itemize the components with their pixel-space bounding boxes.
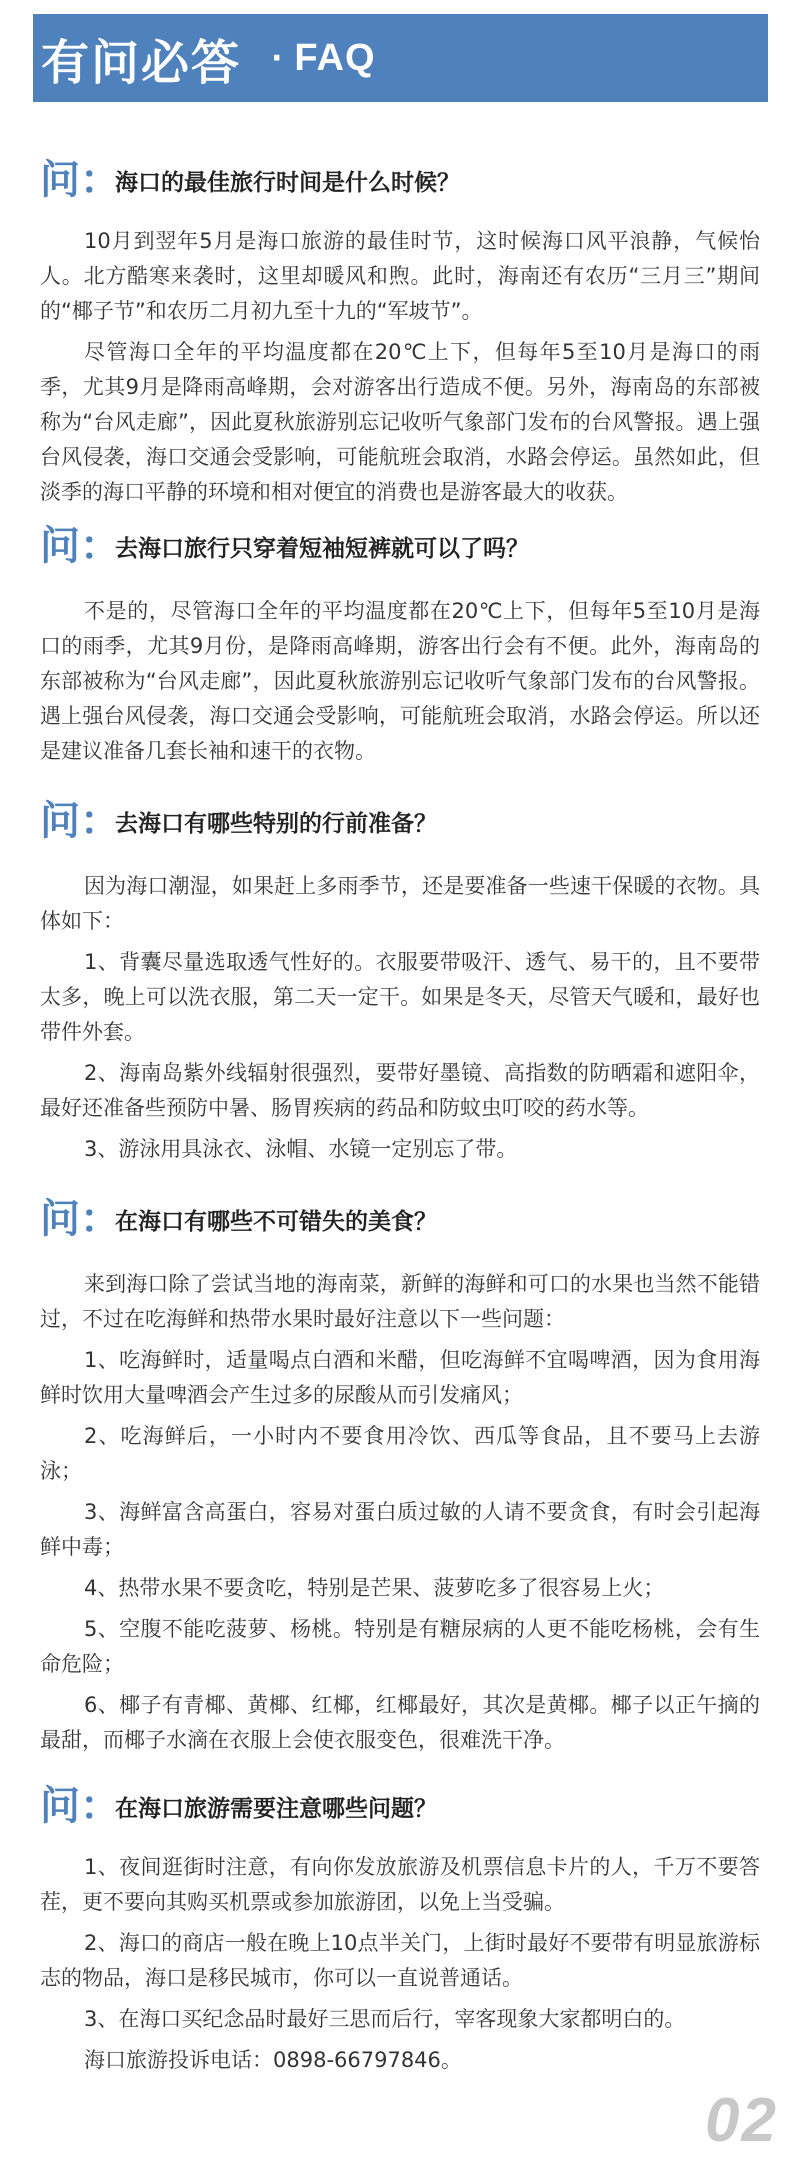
faq-question-row <box>40 1776 760 1836</box>
faq-item <box>40 791 760 1167</box>
question-mark-label: 问： <box>40 1783 120 1829</box>
faq-item <box>40 150 760 510</box>
question-mark-label: 问： <box>40 1196 120 1242</box>
faq-answer-paragraph: 尽管海口全年的平均温度都在20℃上下，但每年5至10月是海口的雨季，尤其9月是降雨高峰期，会对游客出行造成不便。另外，海南岛的东部被称为“台风走廊”，因此夏秋旅游别忘记收听气象部门发布的台风警报。遇上强台风侵袭，海口交通会受影响，可能航班会取消，水路会停运。虽然如此，但淡季的海口平静的环境和相对便宜的消费也是游客最大的收获。 <box>40 340 760 504</box>
faq-question-row <box>40 1189 760 1249</box>
faq-answer-paragraph: 1、夜间逛街时注意，有向你发放旅游及机票信息卡片的人，千万不要答茬，更不要向其购买机票或参加旅游团，以免上当受骗。 <box>40 1855 760 1914</box>
faq-answer-paragraph: 5、空腹不能吃菠萝、杨桃。特别是有糖尿病的人更不能吃杨桃，会有生命危险； <box>40 1617 760 1676</box>
faq-question: 海口的最佳旅行时间是什么时候？ <box>115 169 460 196</box>
faq-answer-paragraph: 2、海口的商店一般在晚上10点半关门，上街时最好不要带有明显旅游标志的物品，海口是移民城市，你可以一直说普通话。 <box>40 1931 760 1990</box>
faq-answer-paragraph: 1、背囊尽量选取透气性好的。衣服要带吸汗、透气、易干的，且不要带太多，晚上可以洗衣服，第二天一定干。如果是冬天，尽管天气暖和，最好也带件外套。 <box>40 950 760 1044</box>
header-title-cn: 有问必答 <box>41 34 242 91</box>
faq-answer-paragraph: 10月到翌年5月是海口旅游的最佳时节，这时候海口风平浪静，气候怡人。北方酷寒来袭时，这里却暖风和煦。此时，海南还有农历“三月三”期间的“椰子节”和农历二月初九至十九的“军坡节”。 <box>40 229 760 323</box>
faq-question: 去海口有哪些特别的行前准备？ <box>115 810 437 837</box>
faq-answer-paragraph: 来到海口除了尝试当地的海南菜，新鲜的海鲜和可口的水果也当然不能错过，不过在吃海鲜和热带水果时最好注意以下一些问题： <box>40 1272 760 1331</box>
faq-answer-paragraph: 3、海鲜富含高蛋白，容易对蛋白质过敏的人请不要贪食，有时会引起海鲜中毒； <box>40 1500 760 1559</box>
faq-answer-paragraph: 不是的，尽管海口全年的平均温度都在20℃上下，但每年5至10月是海口的雨季，尤其9月份，是降雨高峰期，游客出行会有不便。此外，海南岛的东部被称为“台风走廊”，因此夏秋旅游别忘记收听气象部门发布的台风警报。遇上强台风侵袭，海口交通会受影响，可能航班会取消，水路会停运。所以还是建议准备几套长袖和速干的衣物。 <box>40 599 760 763</box>
faq-question-row <box>40 516 760 576</box>
question-mark-label: 问： <box>40 157 120 203</box>
faq-item <box>40 1189 760 1758</box>
complaint-hotline: 海口旅游投诉电话：0898-66797846。 <box>84 2048 462 2072</box>
faq-answer-paragraph: 2、海南岛紫外线辐射很强烈，要带好墨镜、高指数的防晒霜和遮阳伞，最好还准备些预防中暑、肠胃疾病的药品和防蚊虫叮咬的药水等。 <box>40 1061 760 1120</box>
page-number: 02 <box>705 2086 778 2155</box>
faq-item <box>40 516 760 769</box>
faq-answer-paragraph: 6、椰子有青椰、黄椰、红椰，红椰最好，其次是黄椰。椰子以正午摘的最甜，而椰子水滴在衣服上会使衣服变色，很难洗干净。 <box>40 1693 760 1752</box>
faq-question: 去海口旅行只穿着短袖短裤就可以了吗？ <box>115 535 529 562</box>
question-mark-label: 问： <box>40 523 120 569</box>
faq-item <box>40 1776 760 2078</box>
question-mark-label: 问： <box>40 798 120 844</box>
faq-answer-paragraph: 3、游泳用具泳衣、泳帽、水镜一定别忘了带。 <box>84 1137 518 1161</box>
faq-question: 在海口有哪些不可错失的美食？ <box>115 1208 437 1235</box>
faq-question-row <box>40 150 760 210</box>
faq-answer-paragraph: 因为海口潮湿，如果赶上多雨季节，还是要准备一些速干保暖的衣物。具体如下： <box>40 874 760 933</box>
faq-answer-paragraph: 3、在海口买纪念品时最好三思而后行，宰客现象大家都明白的。 <box>84 2007 686 2031</box>
faq-content <box>40 150 760 2084</box>
faq-answer-paragraph: 1、吃海鲜时，适量喝点白酒和米醋，但吃海鲜不宜喝啤酒，因为食用海鲜时饮用大量啤酒会产生过多的尿酸从而引发痛风； <box>40 1348 760 1407</box>
faq-answer-paragraph: 2、吃海鲜后，一小时内不要食用冷饮、西瓜等食品，且不要马上去游泳； <box>40 1424 760 1483</box>
header-title-en: FAQ <box>294 36 376 79</box>
faq-answer-paragraph: 4、热带水果不要贪吃，特别是芒果、菠萝吃多了很容易上火； <box>84 1576 665 1600</box>
faq-question: 在海口旅游需要注意哪些问题？ <box>115 1795 437 1822</box>
header-separator-dot: · <box>271 40 283 76</box>
faq-question-row <box>40 791 760 851</box>
page-header <box>33 14 768 102</box>
